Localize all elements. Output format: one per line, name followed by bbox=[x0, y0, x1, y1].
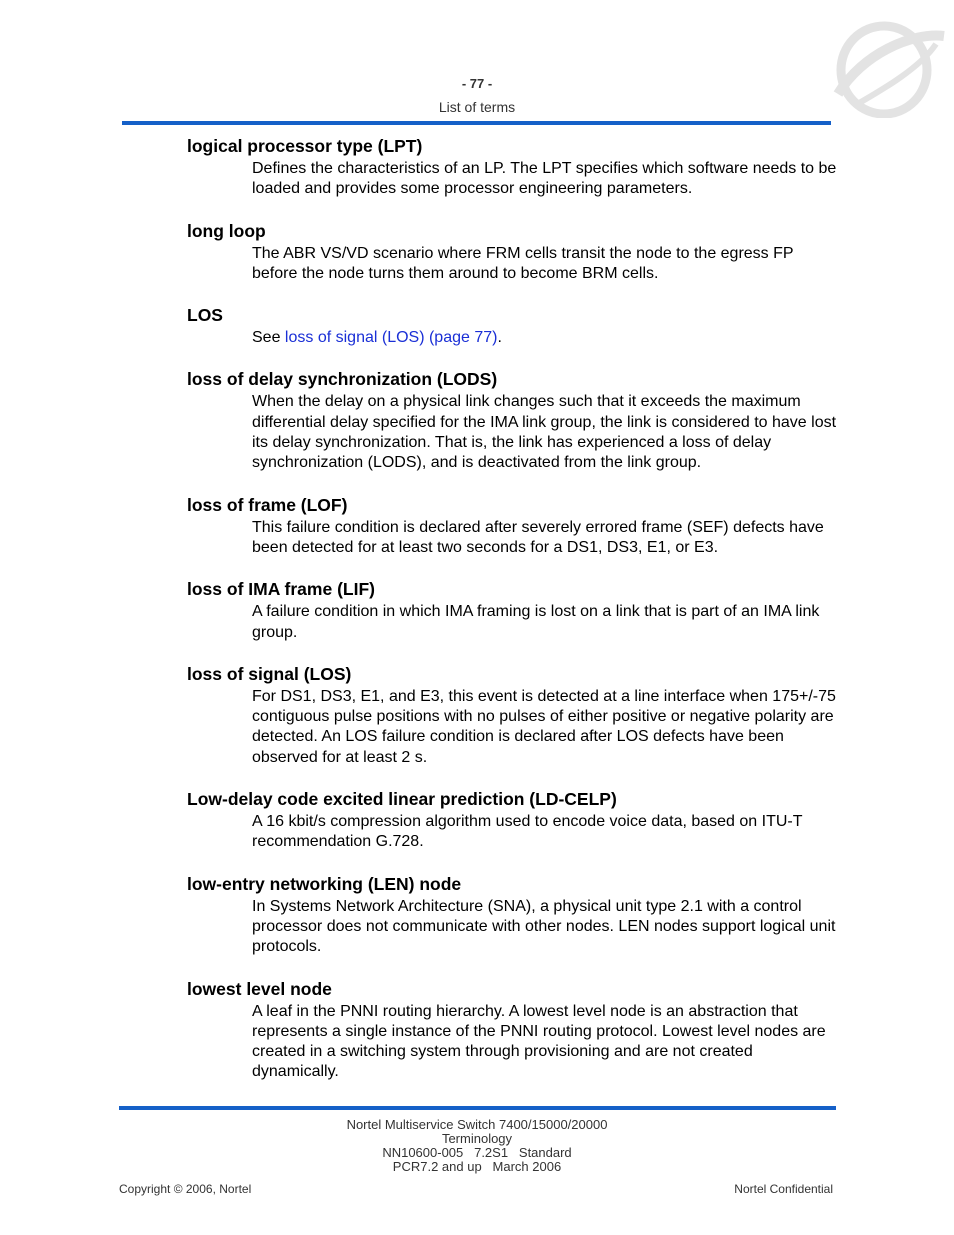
terms-list bbox=[187, 135, 837, 1103]
term-title: loss of delay synchronization (LODS) bbox=[187, 369, 498, 390]
term-entry bbox=[187, 220, 837, 285]
definition-prefix: See bbox=[252, 329, 285, 347]
term-title: loss of IMA frame (LIF) bbox=[187, 579, 375, 600]
term-entry bbox=[187, 978, 837, 1083]
copyright: Copyright © 2006, Nortel bbox=[119, 1182, 252, 1196]
term-definition: A leaf in the PNNI routing hierarchy. A lowest level node is an abstraction that represents a single instance of the PNNI routing protocol. Lowest level nodes are created in a switching system through provisioning and are not created dynamically. bbox=[252, 1002, 826, 1081]
term-definition bbox=[252, 328, 837, 348]
term-entry bbox=[187, 578, 837, 643]
product-name: Nortel Multiservice Switch 7400/15000/20000 bbox=[346, 1117, 608, 1132]
term-title: LOS bbox=[187, 305, 223, 326]
term-entry bbox=[187, 304, 837, 348]
term-entry bbox=[187, 663, 837, 768]
cross-reference-link[interactable]: loss of signal (LOS) (page 77) bbox=[284, 329, 498, 347]
term-definition: This failure condition is declared after severely errored frame (SEF) defects have been detected for at least two seconds for a DS1, DS3, E1, or E3. bbox=[252, 518, 824, 556]
term-definition: Defines the characteristics of an LP. The LPT specifies which software needs to be loaded and provides some processor engineering parameters. bbox=[252, 160, 837, 198]
term-title: lowest level node bbox=[187, 978, 332, 999]
term-title: logical processor type (LPT) bbox=[187, 136, 423, 156]
definition-suffix: . bbox=[497, 329, 502, 347]
page-number: - 77 - bbox=[461, 76, 493, 91]
term-title: loss of frame (LOF) bbox=[187, 494, 348, 515]
term-title: loss of signal (LOS) bbox=[187, 663, 352, 684]
term-definition: The ABR VS/VD scenario where FRM cells transit the node to the egress FP before the node turns them around to become BRM cells. bbox=[252, 244, 794, 282]
term-entry bbox=[187, 788, 837, 853]
term-entry bbox=[187, 135, 837, 200]
term-title: long loop bbox=[187, 220, 266, 241]
term-entry bbox=[187, 494, 837, 559]
term-entry bbox=[187, 873, 837, 958]
section-title: List of terms bbox=[438, 99, 516, 115]
term-title: Low-delay code excited linear prediction (LD-CELP) bbox=[187, 789, 617, 810]
term-title: low-entry networking (LEN) node bbox=[187, 873, 462, 894]
document-title: Terminology bbox=[441, 1131, 513, 1146]
term-definition: In Systems Network Architecture (SNA), a physical unit type 2.1 with a control processor does not communicate with other nodes. LEN nodes support logical unit protocols. bbox=[252, 897, 836, 956]
term-definition: When the delay on a physical link changes such that it exceeds the maximum differential delay specified for the IMA link group, the link is considered to have lost its delay synchronization. That is, the link has experienced a loss of delay synchronization (LODS), and is deactivated from the link group. bbox=[252, 393, 837, 472]
term-entry bbox=[187, 368, 837, 473]
document-number: NN10600-005 7.2S1 Standard bbox=[382, 1145, 572, 1160]
document-info bbox=[0, 1118, 954, 1174]
term-definition: For DS1, DS3, E1, and E3, this event is detected at a line interface when 175+/-75 contiguous pulse positions with no pulses of either positive or negative polarity are detected. An LOS failure condition is declared after LOS defects have been observed for at least 2 s. bbox=[252, 687, 836, 766]
header-rule bbox=[122, 121, 831, 125]
confidentiality: Nortel Confidential bbox=[734, 1182, 833, 1196]
term-definition: A failure condition in which IMA framing is lost on a link that is part of an IMA link group. bbox=[252, 603, 820, 641]
release-date: PCR7.2 and up March 2006 bbox=[392, 1159, 562, 1174]
footer-rule bbox=[119, 1106, 836, 1110]
term-definition: A 16 kbit/s compression algorithm used to encode voice data, based on ITU-T recommendation G.728. bbox=[252, 813, 803, 851]
